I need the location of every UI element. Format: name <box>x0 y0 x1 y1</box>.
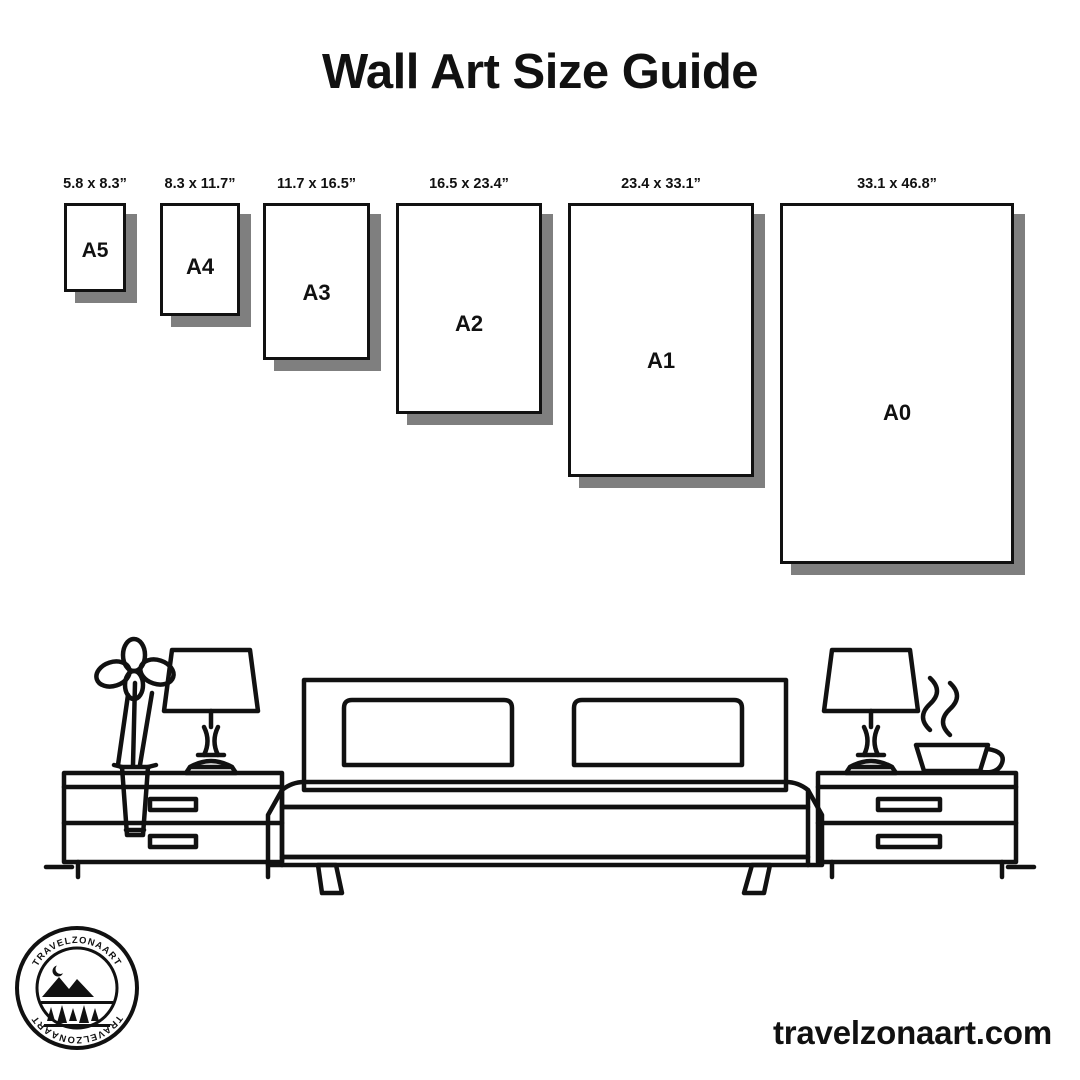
frame-a4-dimensions: 8.3 x 11.7” <box>164 176 236 192</box>
frame-a0-label: A0 <box>882 399 912 425</box>
frame-a2-box <box>396 203 542 414</box>
vase-with-flowers <box>93 639 177 835</box>
bed-with-headboard <box>268 680 822 893</box>
frame-a3-dimensions: 11.7 x 16.5” <box>276 176 357 192</box>
frame-a3[interactable] <box>263 176 370 360</box>
frame-a1-dimensions: 23.4 x 33.1” <box>621 176 701 192</box>
website-url[interactable]: travelzonaart.com <box>772 1014 1052 1051</box>
frame-a2-dimensions: 16.5 x 23.4” <box>429 176 509 192</box>
logo-badge[interactable] <box>14 925 140 1051</box>
frame-a4[interactable] <box>160 176 240 316</box>
frame-a1-box <box>568 203 754 477</box>
frame-a3-label: A3 <box>302 279 331 305</box>
logo-top-text: TRAVELZONAART <box>29 933 125 968</box>
frame-a3-box <box>263 203 370 360</box>
frame-a5[interactable] <box>63 176 127 292</box>
left-table-lamp <box>164 650 258 773</box>
bedroom-illustration <box>0 575 1080 905</box>
frame-a2-label: A2 <box>454 310 484 336</box>
frame-a1-label: A1 <box>646 348 676 373</box>
frame-a2[interactable] <box>396 176 542 414</box>
page-title: Wall Art Size Guide <box>321 45 759 99</box>
frame-a0-dimensions: 33.1 x 46.8” <box>857 176 937 192</box>
right-table-lamp <box>824 650 918 773</box>
frame-a0[interactable] <box>780 176 1014 564</box>
frame-a0-box <box>780 203 1014 564</box>
left-nightstand <box>64 773 282 877</box>
frame-a4-box <box>160 203 240 316</box>
frame-a1[interactable] <box>568 176 754 477</box>
frame-a5-label: A5 <box>81 238 109 262</box>
frame-a4-label: A4 <box>185 253 215 279</box>
logo-bottom-text: TRAVELZONAART <box>28 1013 126 1047</box>
frame-a5-dimensions: 5.8 x 8.3” <box>63 176 127 192</box>
frame-a5-box <box>64 203 126 292</box>
coffee-cup <box>916 678 1003 772</box>
right-nightstand <box>818 773 1016 877</box>
